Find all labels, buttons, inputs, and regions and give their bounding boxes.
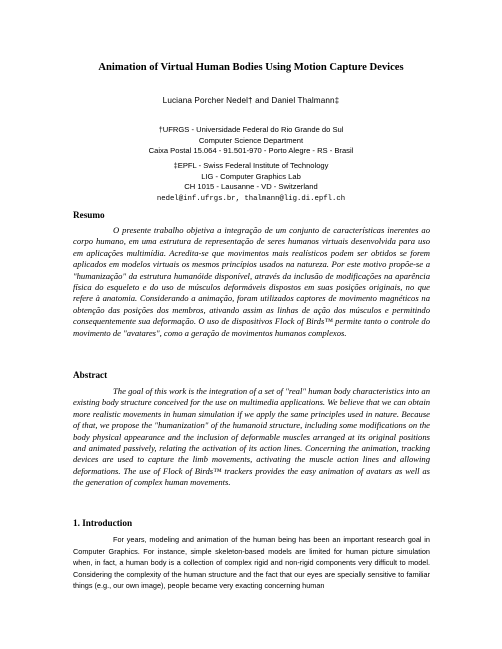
affiliation-epfl xyxy=(40,161,462,193)
resumo-heading: Resumo xyxy=(73,210,105,220)
affiliation-ufrgs-line2: Computer Science Department xyxy=(198,135,304,145)
paper-authors: Luciana Porcher Nedel† and Daniel Thalmann‡ xyxy=(162,96,340,105)
author-emails: nedel@inf.ufrgs.br, thalmann@lig.di.epfl.ch xyxy=(156,195,346,203)
affiliation-ufrgs-line3: Caixa Postal 15.064 - 91.501-970 - Porto Alegre - RS - Brasil xyxy=(148,146,354,156)
paper-title: Animation of Virtual Human Bodies Using Motion Capture Devices xyxy=(98,62,404,73)
affiliation-epfl-line1: ‡EPFL - Swiss Federal Institute of Technology xyxy=(173,161,329,170)
affiliation-ufrgs-line1: †UFRGS - Universidade Federal do Rio Grande do Sul xyxy=(158,125,344,134)
affiliation-epfl-line3: CH 1015 - Lausanne - VD - Switzerland xyxy=(184,182,318,192)
introduction-text: For years, modeling and animation of the human being has been an important research goal in Computer Graphics. For instance, simple skeleton-based models are limited for human picture simulation when, in fact, a human body is a collection of complex rigid and non-rigid components very difficult to model. Considering the complexity of the human structure and the fact that our eyes are specially sensitive to familiar things (e.g., our own image), people became very exacting concerning human xyxy=(73,535,430,591)
abstract-heading: Abstract xyxy=(73,370,108,380)
introduction-heading: 1. Introduction xyxy=(73,518,133,528)
affiliation-epfl-line2: LIG - Computer Graphics Lab xyxy=(201,171,301,181)
resumo-text: O presente trabalho objetiva a integração de um conjunto de características inerentes ao corpo humano, em uma estrutura de representação de seres humanos virtuais desenvolvida para uso em aplicações multimídia. Acredita-se que movimentos mais realísticos podem ser obtidos se forem aplicados em modelos virtuais os mesmos princípios usados na natureza. Por este motivo propõe-se a "humanização" da estrutura humanóide disponível, através da inclusão de modificações na aparência física do esqueleto e do uso de músculos deformáveis dispostos em suas posições originais, no que refere à anatomia. Considerando a animação, foram utilizados captores de movimento magnéticos na obtenção das posições dos membros, ativando assim as linhas de ação dos músculos e permitindo consequentemente sua deformação. O uso de dispositivos Flock of Birds™ permite tanto o controle do movimento de "avatares", como a geração de movimentos humanos complexos. xyxy=(73,225,430,338)
abstract-text: The goal of this work is the integration of a set of "real" human body characteristics into an existing body structure conceived for the use on multimedia applications. We believe that we can obtain more realistic movements in human simulation if we apply the same principles used in nature. Because of that, we propose the "humanization" of the humanoid structure, including some modifications on the body physical appearance and the inclusion of deformable muscles arranged at its original positions and animated passively, relating the activation of its action lines. Concerning the animation, tracking devices are used to capture the limb movements, activating the muscle action lines and allowing deformations. The use of Flock of Birds™ trackers provides the easy animation of avatars as well as the generation of complex human movements. xyxy=(73,386,430,488)
affiliation-ufrgs xyxy=(40,125,462,157)
